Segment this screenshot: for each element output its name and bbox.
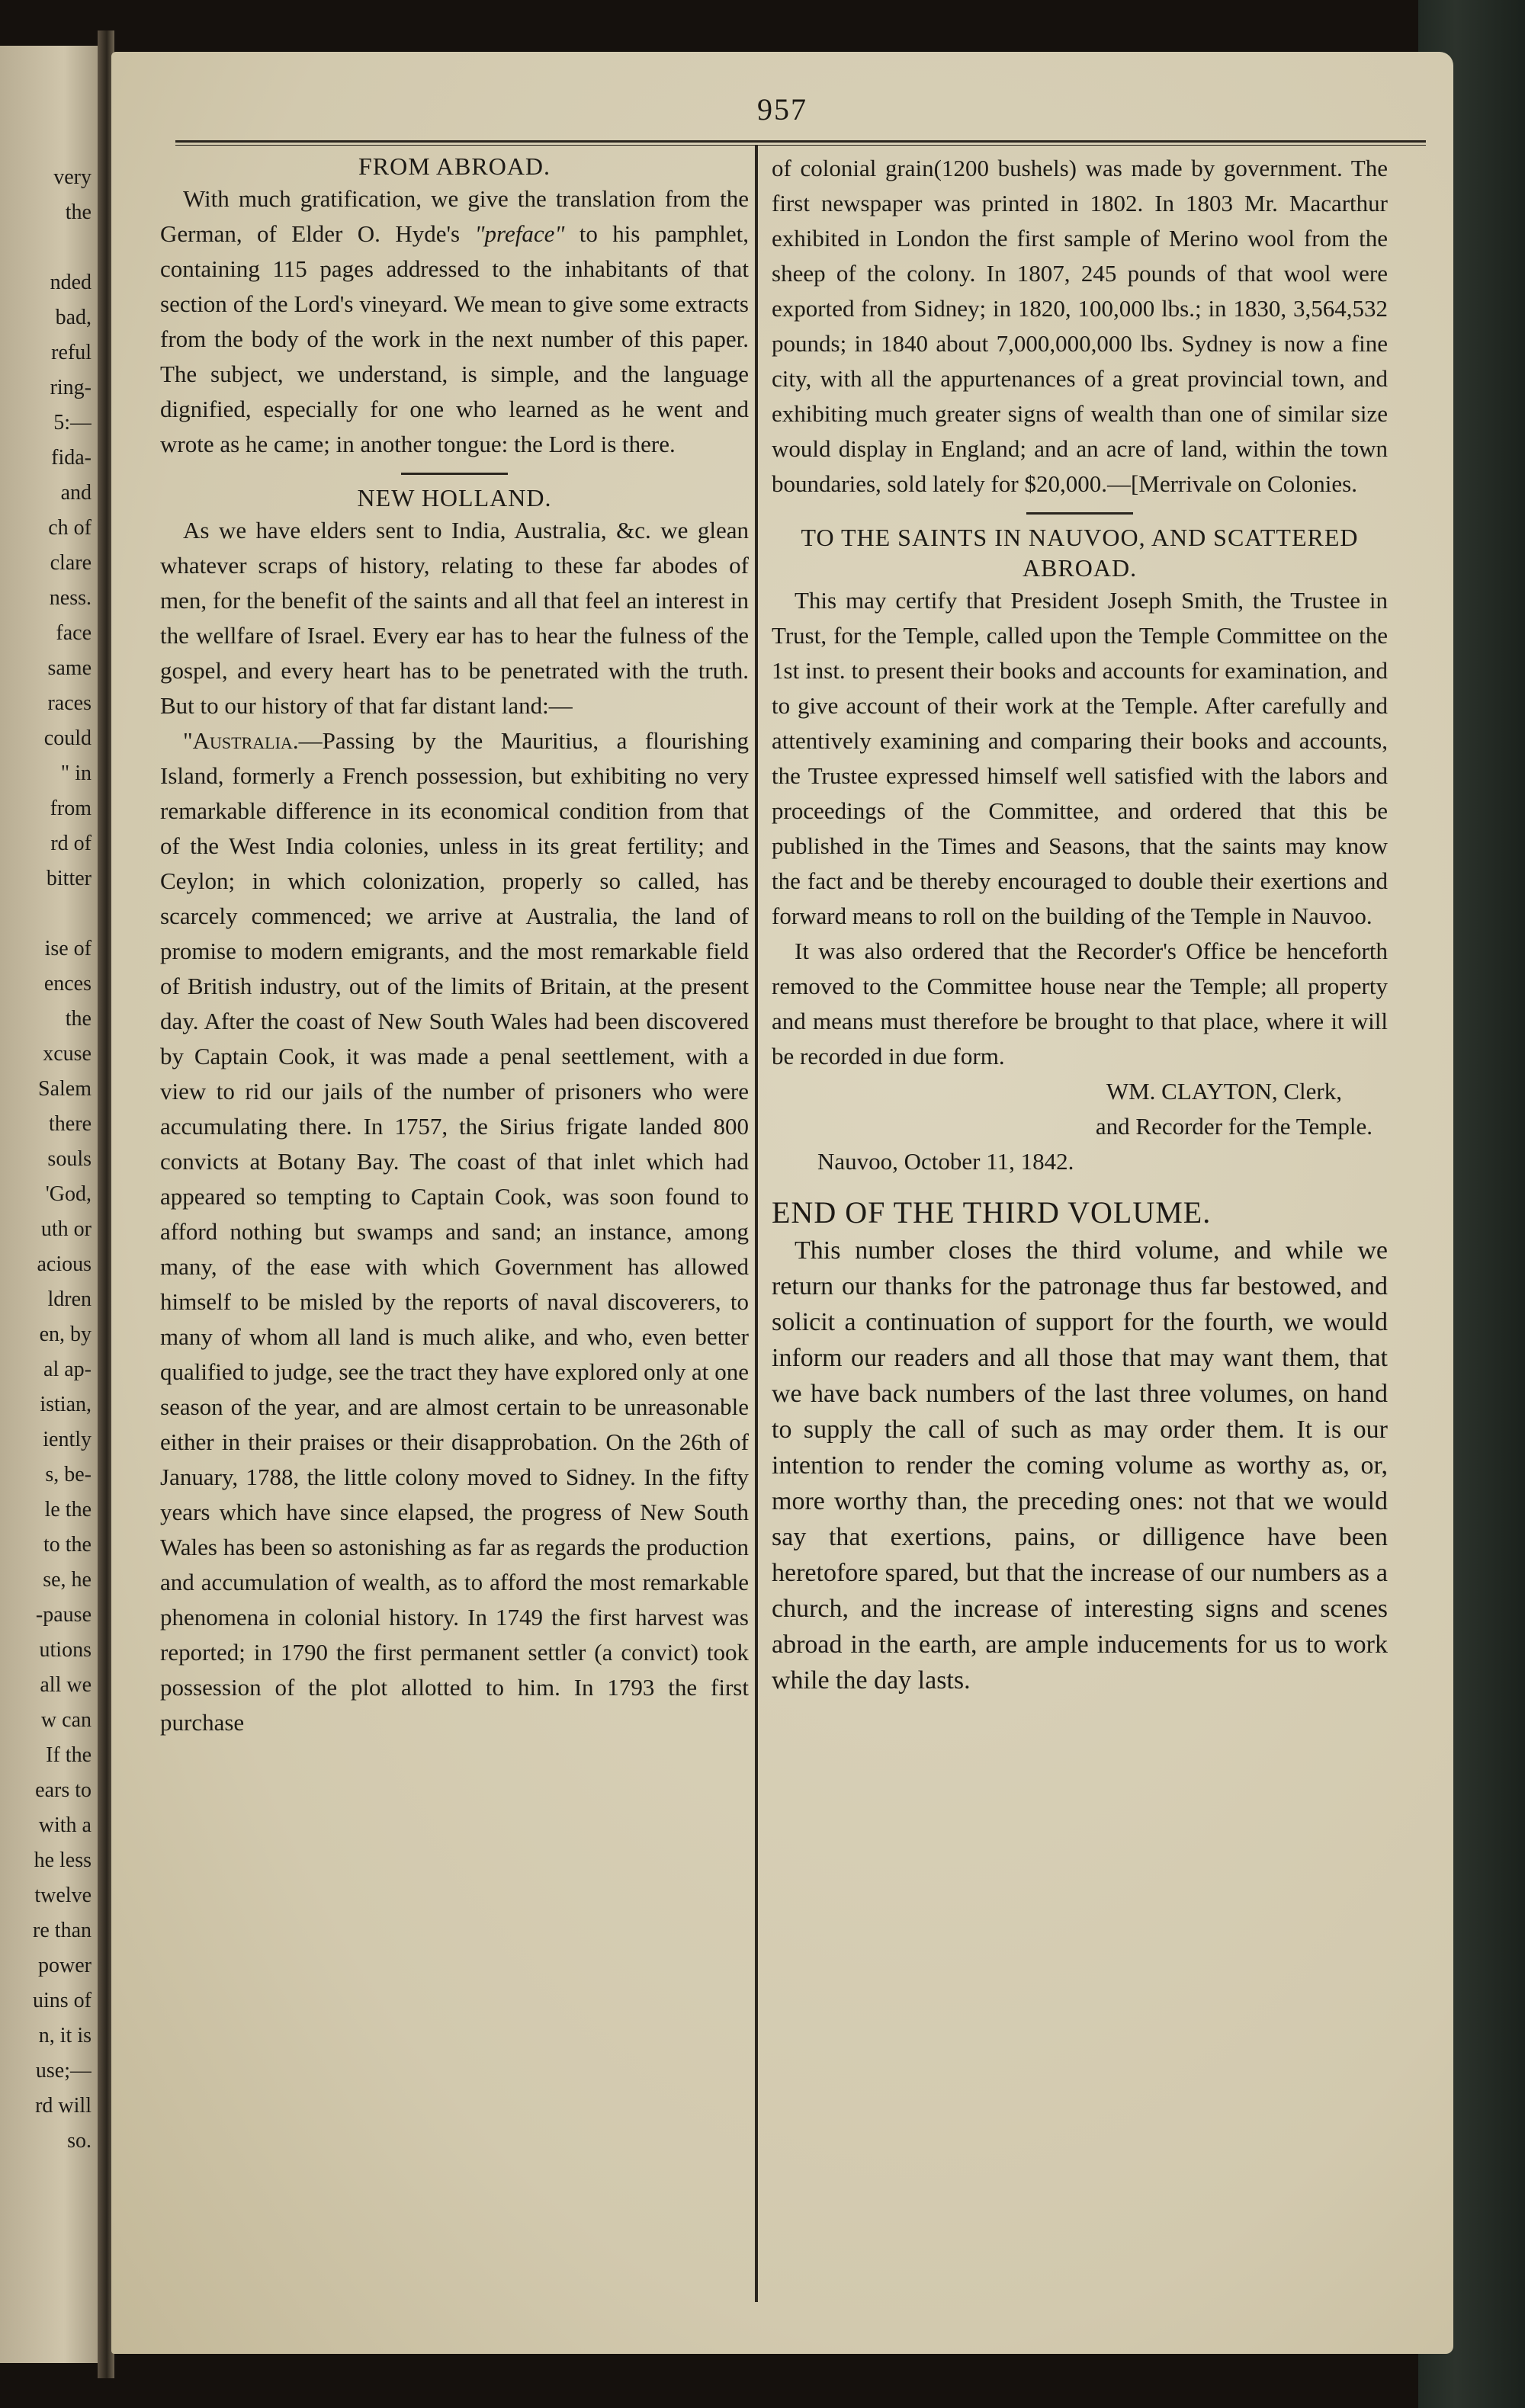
facing-page-fragment: to the — [43, 1533, 92, 1557]
facing-page-fragment: clare — [50, 551, 92, 575]
from-abroad-body: With much gratification, we give the translation from the German, of Elder O. Hyde's "preface" to his pamphlet, containing 115 pages addressed to the inhabitants of that section of the Lord's vineyard. We mean to give some extracts from the body of the work in the next number of this paper. The subject, we understand, is simple, and the language dignified, especially for one who learned as he went and wrote as he came; in another tongue: the Lord is there. — [160, 185, 749, 457]
facing-page-fragment: ldren — [47, 1287, 92, 1311]
facing-page-fragment: ears to — [35, 1778, 92, 1802]
facing-page-fragment: ise of — [44, 937, 92, 960]
facing-page-fragment: there — [49, 1112, 92, 1136]
end-of-volume-heading: END OF THE THIRD VOLUME. — [772, 1195, 1212, 1230]
facing-page-fragment: s, be- — [45, 1463, 92, 1486]
new-holland-heading: NEW HOLLAND. — [357, 484, 552, 511]
facing-page-fragment: utions — [39, 1638, 92, 1662]
signature-title: and Recorder for the Temple. — [1095, 1113, 1372, 1140]
end-of-volume-section — [772, 1193, 1388, 1698]
facing-page-fragment: face — [56, 621, 92, 645]
facing-page-fragment: rd of — [50, 832, 92, 855]
facing-page-fragment: Salem — [38, 1077, 92, 1101]
facing-page-fragment: ring- — [50, 376, 92, 399]
new-holland-continuation: of colonial grain(1200 bushels) was made by government. The first newspaper was printed in 1802. In 1803 Mr. Macarthur exhibited in London the first sample of Merino wool from the sheep of the colony. In 1807, 245 pounds of that wool were exported from Sidney; in 1820, 100,000 lbs.; in 1830, 3,564,532 pounds; in 1840 about 7,000,000,000 lbs. Sydney is now a fine city, with all the appurtenances of a great provincial town, and exhibiting much greater signs of wealth than one of similar size would display in England; and an acre of land, within the town boundaries, sold lately for $20,000.—[Merrivale on Colonies. — [772, 155, 1388, 497]
facing-page-text-fragments — [0, 160, 92, 2159]
facing-page-fragment: could — [43, 726, 92, 750]
page-number: 957 — [757, 92, 807, 127]
left-column — [160, 151, 749, 1740]
facing-page-fragment: the — [65, 200, 92, 224]
facing-page-fragment: use;— — [35, 2059, 92, 2083]
signature-name: WM. CLAYTON, Clerk, — [1106, 1078, 1342, 1105]
facing-page-fragment: the — [65, 1007, 92, 1031]
saints-notice-paragraph-2: It was also ordered that the Recorder's Office be henceforth removed to the Committee house near the Temple; all property and means must therefore be brought to that place, where it will be recorded in due form. — [772, 938, 1388, 1069]
facing-page-fragment: rd will — [35, 2094, 92, 2118]
facing-page-fragment: nded — [50, 271, 92, 294]
facing-page-fragment: power — [38, 1954, 92, 1977]
facing-page-fragment: souls — [47, 1147, 92, 1171]
from-abroad-heading: FROM ABROAD. — [358, 152, 551, 180]
facing-page-fragment: uth or — [40, 1217, 92, 1241]
facing-page-fragment: ch of — [48, 516, 92, 540]
facing-page-fragment: uins of — [33, 1989, 92, 2012]
facing-page-fragment: ness. — [49, 586, 92, 610]
facing-page-fragment: fida- — [51, 446, 92, 470]
facing-page-fragment: acious — [37, 1252, 92, 1276]
facing-page-edge — [0, 46, 107, 2363]
saints-notice-paragraph-1: This may certify that President Joseph Smith, the Trustee in Trust, for the Temple, called upon the Temple Committee on the 1st inst. to present their books and accounts for examination, and to give account of their work at the Temple. After carefully and attentively examining and comparing their books and accounts, the Trustee expressed himself well satisfied with the labors and proceedings of the Committee, and ordered that this be published in the Times and Seasons, that the saints may know the fact and be thereby encouraged to double their exertions and forward means to roll on the building of the Temple in Nauvoo. — [772, 587, 1388, 929]
end-of-volume-body: This number closes the third volume, and while we return our thanks for the patronage thus far bestowed, and solicit a continuation of support for the fourth, we would inform our readers and all those that may want them, that we have back numbers of the last three volumes, on hand to supply the call of such as may order them. It is our intention to render the coming volume as worthy as, or, more worthy than, the preceding ones: not that we would say that exertions, pains, or dilligence have been heretofore spared, but that the increase of our numbers as a church, and the increase of interesting signs and scenes abroad in the earth, are ample inducements for us to work while the day lasts. — [772, 1236, 1388, 1695]
facing-page-fragment: " in — [60, 762, 92, 785]
facing-page-fragment: races — [47, 691, 92, 715]
facing-page-fragment: en, by — [39, 1323, 92, 1346]
facing-page-fragment: all we — [40, 1673, 92, 1697]
newspaper-page — [111, 52, 1453, 2354]
facing-page-fragment: iently — [43, 1428, 92, 1451]
facing-page-fragment: bad, — [55, 306, 92, 329]
facing-page-fragment: very — [53, 165, 92, 189]
facing-page-fragment: -pause — [35, 1603, 92, 1627]
facing-page-fragment: If the — [46, 1743, 92, 1767]
facing-page-fragment: bitter — [46, 867, 92, 890]
facing-page-fragment: and — [60, 481, 92, 505]
facing-page-fragment: xcuse — [43, 1042, 92, 1066]
notice-date: Nauvoo, October 11, 1842. — [817, 1148, 1074, 1175]
facing-page-fragment: so. — [67, 2129, 92, 2153]
new-holland-intro: As we have elders sent to India, Australia, &c. we glean whatever scraps of history, relating to these far abodes of men, for the benefit of the saints and all that feel an interest in the wellfare of Israel. Every ear has to hear the fulness of the gospel, and every heart has to be penetrated with the truth. But to our history of that far distant land:— — [160, 517, 749, 719]
facing-page-fragment: 5:— — [53, 411, 92, 434]
column-divider — [755, 145, 758, 2302]
facing-page-fragment: reful — [51, 341, 92, 364]
australia-quote: "Australia.—Passing by the Mauritius, a flourishing Island, formerly a French possession, but exhibiting no very remarkable difference in its economical condition from that of the West India colonies, unless in its great fertility; and Ceylon; in which colonization, properly so called, has scarcely commenced; we arrive at Australia, the land of promise to modern emigrants, and the most remarkable field of British industry, out of the limits of Britain, at the present day. After the coast of New South Wales had been discovered by Captain Cook, it was made a penal seettlement, with a view to rid our jails of the number of prisoners who were accumulating there. In 1757, the Sirius frigate landed 800 convicts at Botany Bay. The coast of that inlet which had appeared so tempting to Captain Cook, was soon found to afford nothing but swamps and sand; an instance, among many, of the ease with which Government has allowed himself to be misled by the reports of naval discoverers, to many of whom all land is much alike, and who, even better qualified to judge, see the tract they have explored only at one season of the year, and are almost certain to be unreasonable either in their praises or their disapprobation. On the 26th of January, 1788, the little colony moved to Sidney. In the fifty years which have since elapsed, the progress of New South Wales has been so astonishing as far as regards the production and accumulation of wealth, as to afford the most remarkable phenomena in colonial history. In 1749 the first harvest was reported; in 1790 the first permanent settler (a convict) took possession of the plot allotted to him. In 1793 the first purchase — [160, 727, 749, 1736]
facing-page-fragment: 'God, — [45, 1182, 92, 1206]
facing-page-fragment: w can — [40, 1708, 92, 1732]
facing-page-fragment: twelve — [34, 1884, 92, 1907]
header-rule — [175, 140, 1426, 146]
facing-page-fragment — [0, 230, 92, 265]
right-column — [772, 151, 1388, 1698]
facing-page-fragment: from — [50, 797, 92, 820]
facing-page-fragment: al ap- — [43, 1358, 92, 1381]
section-separator — [1026, 512, 1133, 515]
facing-page-fragment: same — [47, 656, 92, 680]
facing-page-fragment: he less — [34, 1848, 92, 1872]
facing-page-fragment: n, it is — [38, 2024, 92, 2047]
facing-page-fragment: istian, — [40, 1393, 92, 1416]
section-separator — [401, 473, 508, 475]
facing-page-fragment: le the — [44, 1498, 92, 1521]
saints-notice-heading: TO THE SAINTS IN NAUVOO, AND SCATTERED ABROAD. — [801, 524, 1359, 582]
facing-page-fragment: ences — [43, 972, 92, 996]
facing-page-fragment — [0, 896, 92, 931]
facing-page-fragment: se, he — [43, 1568, 92, 1592]
facing-page-fragment: with a — [38, 1813, 92, 1837]
facing-page-fragment: re than — [33, 1919, 92, 1942]
